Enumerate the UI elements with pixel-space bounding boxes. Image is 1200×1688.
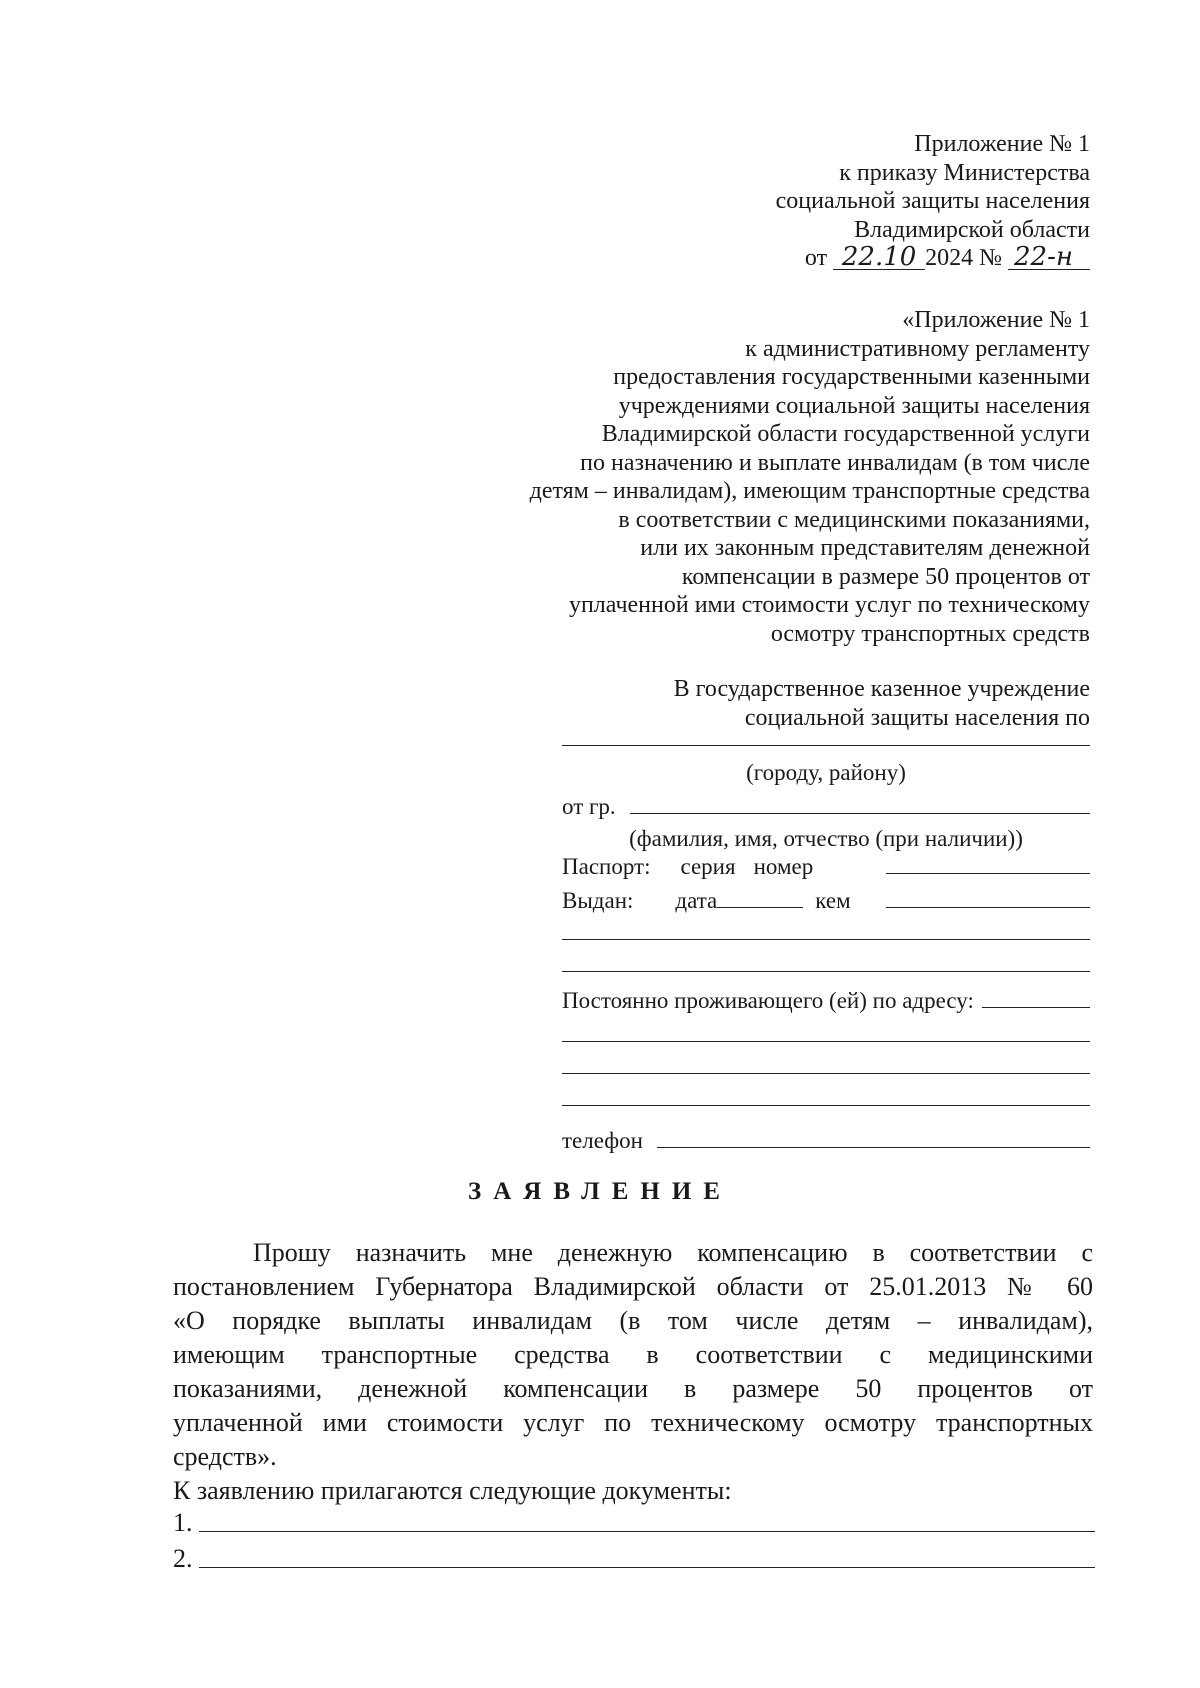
order-year: 2024 № [925, 245, 1002, 271]
date-label: дата [675, 888, 718, 913]
attachment-item-2 [173, 1540, 1095, 1574]
reg-line: «Приложение № 1 [902, 307, 1090, 333]
reg-line: компенсации в размере 50 процентов от [681, 563, 1090, 590]
handwritten-number: 22-н [1008, 245, 1090, 270]
item-number: 1. [173, 1508, 193, 1537]
regulation-appendix-header [530, 306, 1090, 648]
reg-line: в соответствии с медицинскими показаниями, [618, 506, 1090, 533]
blank-line [562, 1073, 1090, 1074]
phone-label: телефон [562, 1128, 643, 1153]
statement-line: средств». [173, 1442, 277, 1471]
series-label: серия [680, 854, 736, 879]
issued-label: Выдан: [562, 888, 634, 913]
statement-line: показаниями, денежной компенсации в размере 50 процентов от [173, 1374, 1093, 1403]
statement-line: уплаченной ими стоимости услуг по техническому осмотру транспортных [173, 1408, 1093, 1437]
blank-line [562, 1041, 1090, 1042]
reg-line: Владимирской области государственной услуги [601, 421, 1090, 447]
phone-field[interactable] [657, 1147, 1090, 1148]
handwritten-date: 22.10 [833, 245, 925, 270]
blank-line [630, 813, 1090, 814]
issued-row [562, 884, 1090, 914]
issued-by-field[interactable] [886, 907, 1090, 908]
issued-by-label: кем [815, 888, 851, 913]
from-label: от гр. [562, 794, 616, 819]
reg-line: предоставления государственными казенными [613, 364, 1090, 390]
order-header-line: Владимирской области [854, 216, 1090, 243]
reg-line: к административному регламенту [745, 335, 1090, 362]
reg-line: детям – инвалидам), имеющим транспортные средства [529, 478, 1090, 504]
issue-date-field[interactable] [717, 907, 803, 908]
address-continuation-2[interactable] [562, 1050, 1090, 1080]
blank-line [562, 745, 1090, 746]
passport-row [562, 850, 1090, 880]
number-label: номер [753, 854, 814, 879]
address-field[interactable] [982, 1007, 1090, 1008]
reg-line: уплаченной ими стоимости услуг по техническому [568, 592, 1090, 618]
address-continuation-1[interactable] [562, 1018, 1090, 1048]
reg-line: по назначению и выплате инвалидам (в том числе [580, 449, 1090, 476]
reg-line: учреждениями социальной защиты населения [618, 392, 1090, 419]
addressee-line: В государственное казенное учреждение [673, 676, 1090, 702]
address-row [562, 984, 1090, 1014]
attachment-item-1 [173, 1504, 1095, 1538]
address-label: Постоянно проживающего (ей) по адресу: [562, 988, 974, 1013]
blank-line [562, 971, 1090, 972]
reg-line: осмотру транспортных средств [770, 620, 1090, 647]
fio-caption: (фамилия, имя, отчество (при наличии)) [629, 826, 1023, 851]
blank-line [562, 1105, 1090, 1106]
passport-label: Паспорт: [562, 854, 651, 879]
phone-row [562, 1124, 1090, 1154]
order-header-line: к приказу Министерства [839, 159, 1090, 186]
passport-number-field[interactable] [886, 873, 1090, 874]
order-date-line [776, 244, 1090, 273]
attachment-field[interactable] [199, 1567, 1096, 1568]
item-number: 2. [173, 1544, 193, 1573]
statement-line: Прошу назначить мне денежную компенсацию в соответствии с [253, 1238, 1093, 1267]
statement-body [173, 1236, 1093, 1508]
address-continuation-3[interactable] [562, 1082, 1090, 1112]
order-header-line: Приложение № 1 [914, 131, 1090, 157]
attachments-intro: К заявлению прилагаются следующие документы: [173, 1476, 732, 1505]
addressee-line: социальной защиты населения по [744, 704, 1090, 731]
issued-by-continuation-2[interactable] [562, 948, 1090, 978]
issued-by-continuation-1[interactable] [562, 916, 1090, 946]
order-appendix-header [776, 130, 1090, 273]
attachment-field[interactable] [199, 1531, 1096, 1532]
date-prefix: от [804, 245, 828, 271]
statement-title: ЗАЯВЛЕНИЕ [468, 1178, 732, 1205]
city-district-field[interactable] [562, 722, 1090, 752]
statement-line: постановлением Губернатора Владимирской области от 25.01.2013 № 60 [173, 1272, 1093, 1301]
statement-line: «О порядке выплаты инвалидам (в том числе детям – инвалидам), [173, 1306, 1093, 1335]
statement-line: имеющим транспортные средства в соответствии с медицинскими [173, 1340, 1093, 1369]
order-header-line: социальной защиты населения [775, 188, 1090, 214]
blank-line [562, 939, 1090, 940]
city-caption: (городу, району) [746, 760, 906, 785]
applicant-name-field[interactable] [562, 790, 1090, 820]
reg-line: или их законным представителям денежной [640, 535, 1090, 561]
